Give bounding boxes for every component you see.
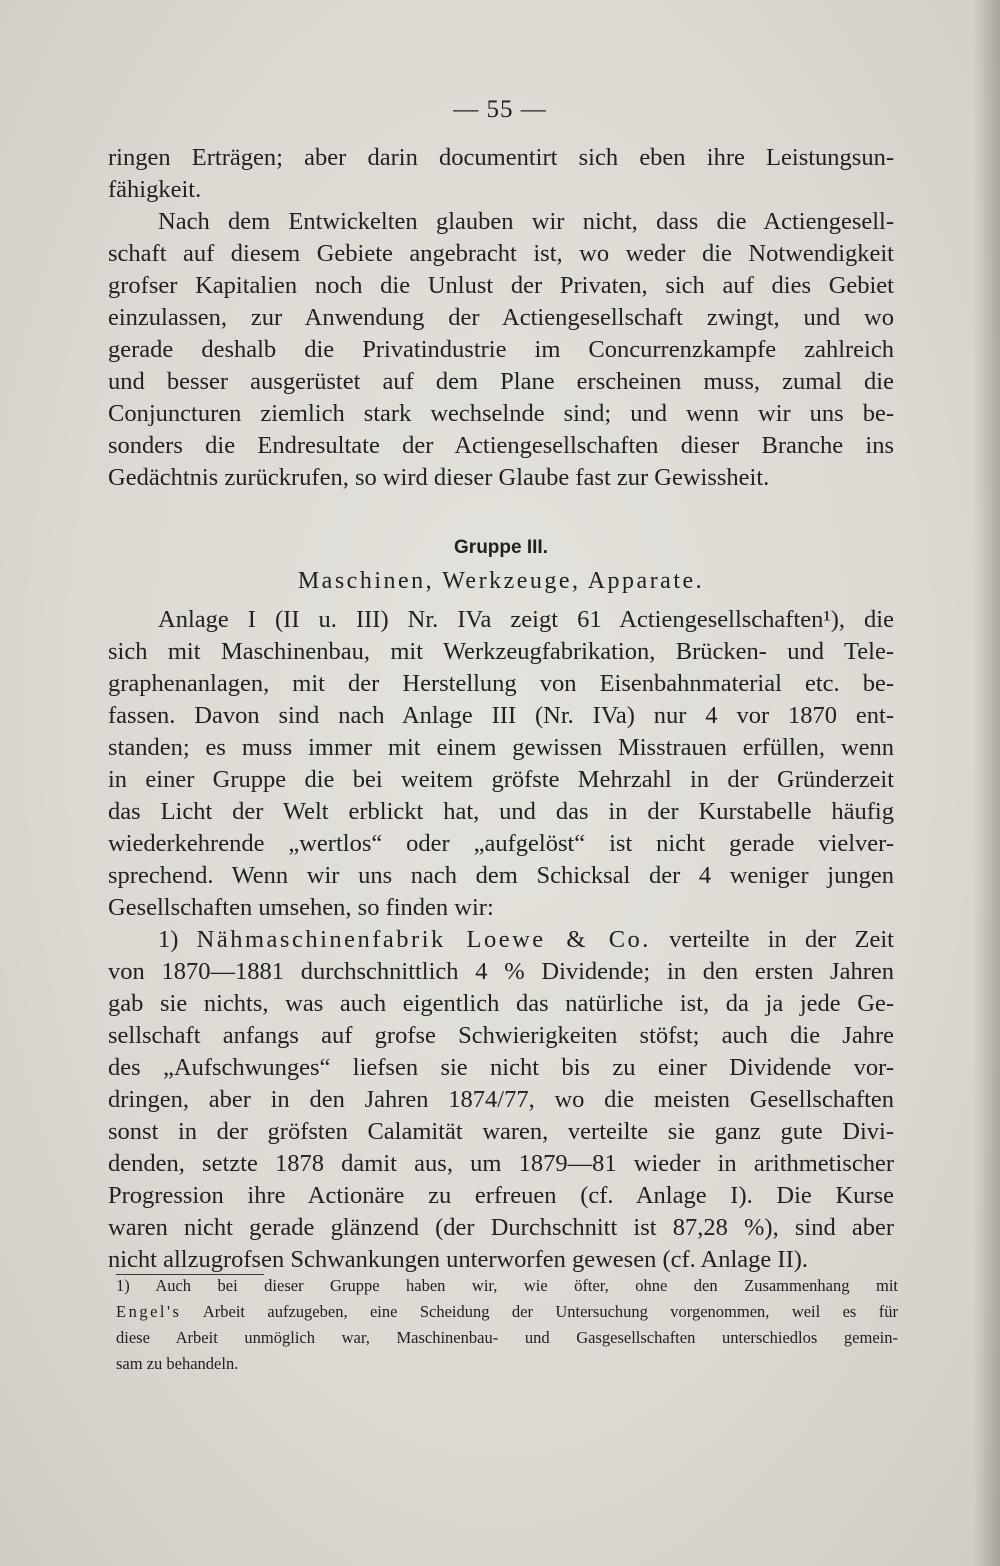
text-line: Anlage I (II u. III) Nr. IVa zeigt 61 Actiengesellschaften¹), die: [158, 606, 894, 633]
section-subheading: Maschinen, Werkzeuge, Apparate.: [297, 568, 705, 594]
text-line: grofser Kapitalien noch die Unlust der Privaten, sich auf dies Gebiet: [108, 272, 894, 299]
text-line: sellschaft anfangs auf grofse Schwierigkeiten stöfst; auch die Jahre: [108, 1022, 894, 1049]
text-line: Conjuncturen ziemlich stark wechselnde sind; und wenn wir uns be-: [108, 400, 894, 427]
text-line: in einer Gruppe die bei weitem gröfste Mehrzahl in der Gründerzeit: [108, 766, 894, 793]
footnote-line: [116, 1299, 898, 1325]
text-line: einzulassen, zur Anwendung der Actiengesellschaft zwingt, und wo: [108, 304, 894, 331]
author-name: Engel's: [116, 1302, 182, 1321]
footnote: [116, 1273, 898, 1377]
text-fragment: Arbeit aufzugeben, eine Scheidung der Untersuchung vorgenommen, weil es für: [181, 1302, 898, 1321]
text-line: waren nicht gerade glänzend (der Durchschnitt ist 87,28 %), sind aber: [108, 1214, 894, 1241]
list-marker: 1): [158, 926, 197, 953]
text-line: sprechend. Wenn wir uns nach dem Schicksal der 4 weniger jungen: [108, 862, 894, 889]
text-line: graphenanlagen, mit der Herstellung von Eisenbahnmaterial etc. be-: [108, 670, 894, 697]
text-line: dringen, aber in den Jahren 1874/77, wo die meisten Gesellschaften: [108, 1086, 894, 1113]
text-line: denden, setzte 1878 damit aus, um 1879—81 wieder in arithmetischer: [108, 1150, 894, 1177]
company-name: Nähmaschinenfabrik Loewe & Co.: [196, 926, 651, 953]
footnote-line: 1) Auch bei dieser Gruppe haben wir, wie öfter, ohne den Zusammenhang mit: [116, 1276, 898, 1295]
main-text: [108, 142, 894, 1276]
text-line: Nach dem Entwickelten glauben wir nicht, dass die Actiengesell-: [158, 208, 894, 235]
text-line: Gesellschaften umsehen, so finden wir:: [108, 894, 494, 921]
text-line: sich mit Maschinenbau, mit Werkzeugfabrikation, Brücken- und Tele-: [108, 638, 894, 665]
text-line: gab sie nichts, was auch eigentlich das natürliche ist, da ja jede Ge-: [108, 990, 894, 1017]
text-line: schaft auf diesem Gebiete angebracht ist, wo weder die Notwendigkeit: [108, 240, 894, 267]
text-line: ringen Erträgen; aber darin documentirt sich eben ihre Leistungsun-: [108, 144, 894, 171]
text-line: wiederkehrende „wertlos“ oder „aufgelöst“ ist nicht gerade vielver-: [108, 830, 894, 857]
text-line: nicht allzugrofsen Schwankungen unterworfen gewesen (cf. Anlage II).: [108, 1246, 809, 1273]
section-heading: Gruppe III.: [454, 537, 548, 558]
text-line: standen; es muss immer mit einem gewissen Misstrauen erfüllen, wenn: [108, 734, 894, 761]
text-line: sonst in der gröfsten Calamität waren, verteilte sie ganz gute Divi-: [108, 1118, 894, 1145]
text-line: fähigkeit.: [108, 176, 202, 203]
text-line: des „Aufschwunges“ liefsen sie nicht bis zu einer Dividende vor-: [108, 1054, 894, 1081]
footnote-line: sam zu behandeln.: [116, 1354, 239, 1373]
footnote-line: diese Arbeit unmöglich war, Maschinenbau- und Gasgesellschaften unterschiedlos gemein-: [116, 1328, 898, 1347]
page-number: — 55 —: [453, 96, 547, 123]
text-line: das Licht der Welt erblickt hat, und das in der Kurstabelle häufig: [108, 798, 894, 825]
text-line: fassen. Davon sind nach Anlage III (Nr. IVa) nur 4 vor 1870 ent-: [108, 702, 894, 729]
text-line: sonders die Endresultate der Actiengesellschaften dieser Branche ins: [108, 432, 894, 459]
text-fragment: verteilte in der Zeit: [650, 926, 894, 953]
text-line: gerade deshalb die Privatindustrie im Concurrenzkampfe zahlreich: [108, 336, 894, 363]
text-line: von 1870—1881 durchschnittlich 4 % Dividende; in den ersten Jahren: [108, 958, 894, 985]
text-line: und besser ausgerüstet auf dem Plane erscheinen muss, zumal die: [108, 368, 894, 395]
text-line: [108, 924, 894, 956]
text-line: Gedächtnis zurückrufen, so wird dieser Glaube fast zur Gewissheit.: [108, 464, 770, 491]
text-line: Progression ihre Actionäre zu erfreuen (cf. Anlage I). Die Kurse: [108, 1182, 894, 1209]
page-edge-shadow: [974, 0, 1000, 1566]
